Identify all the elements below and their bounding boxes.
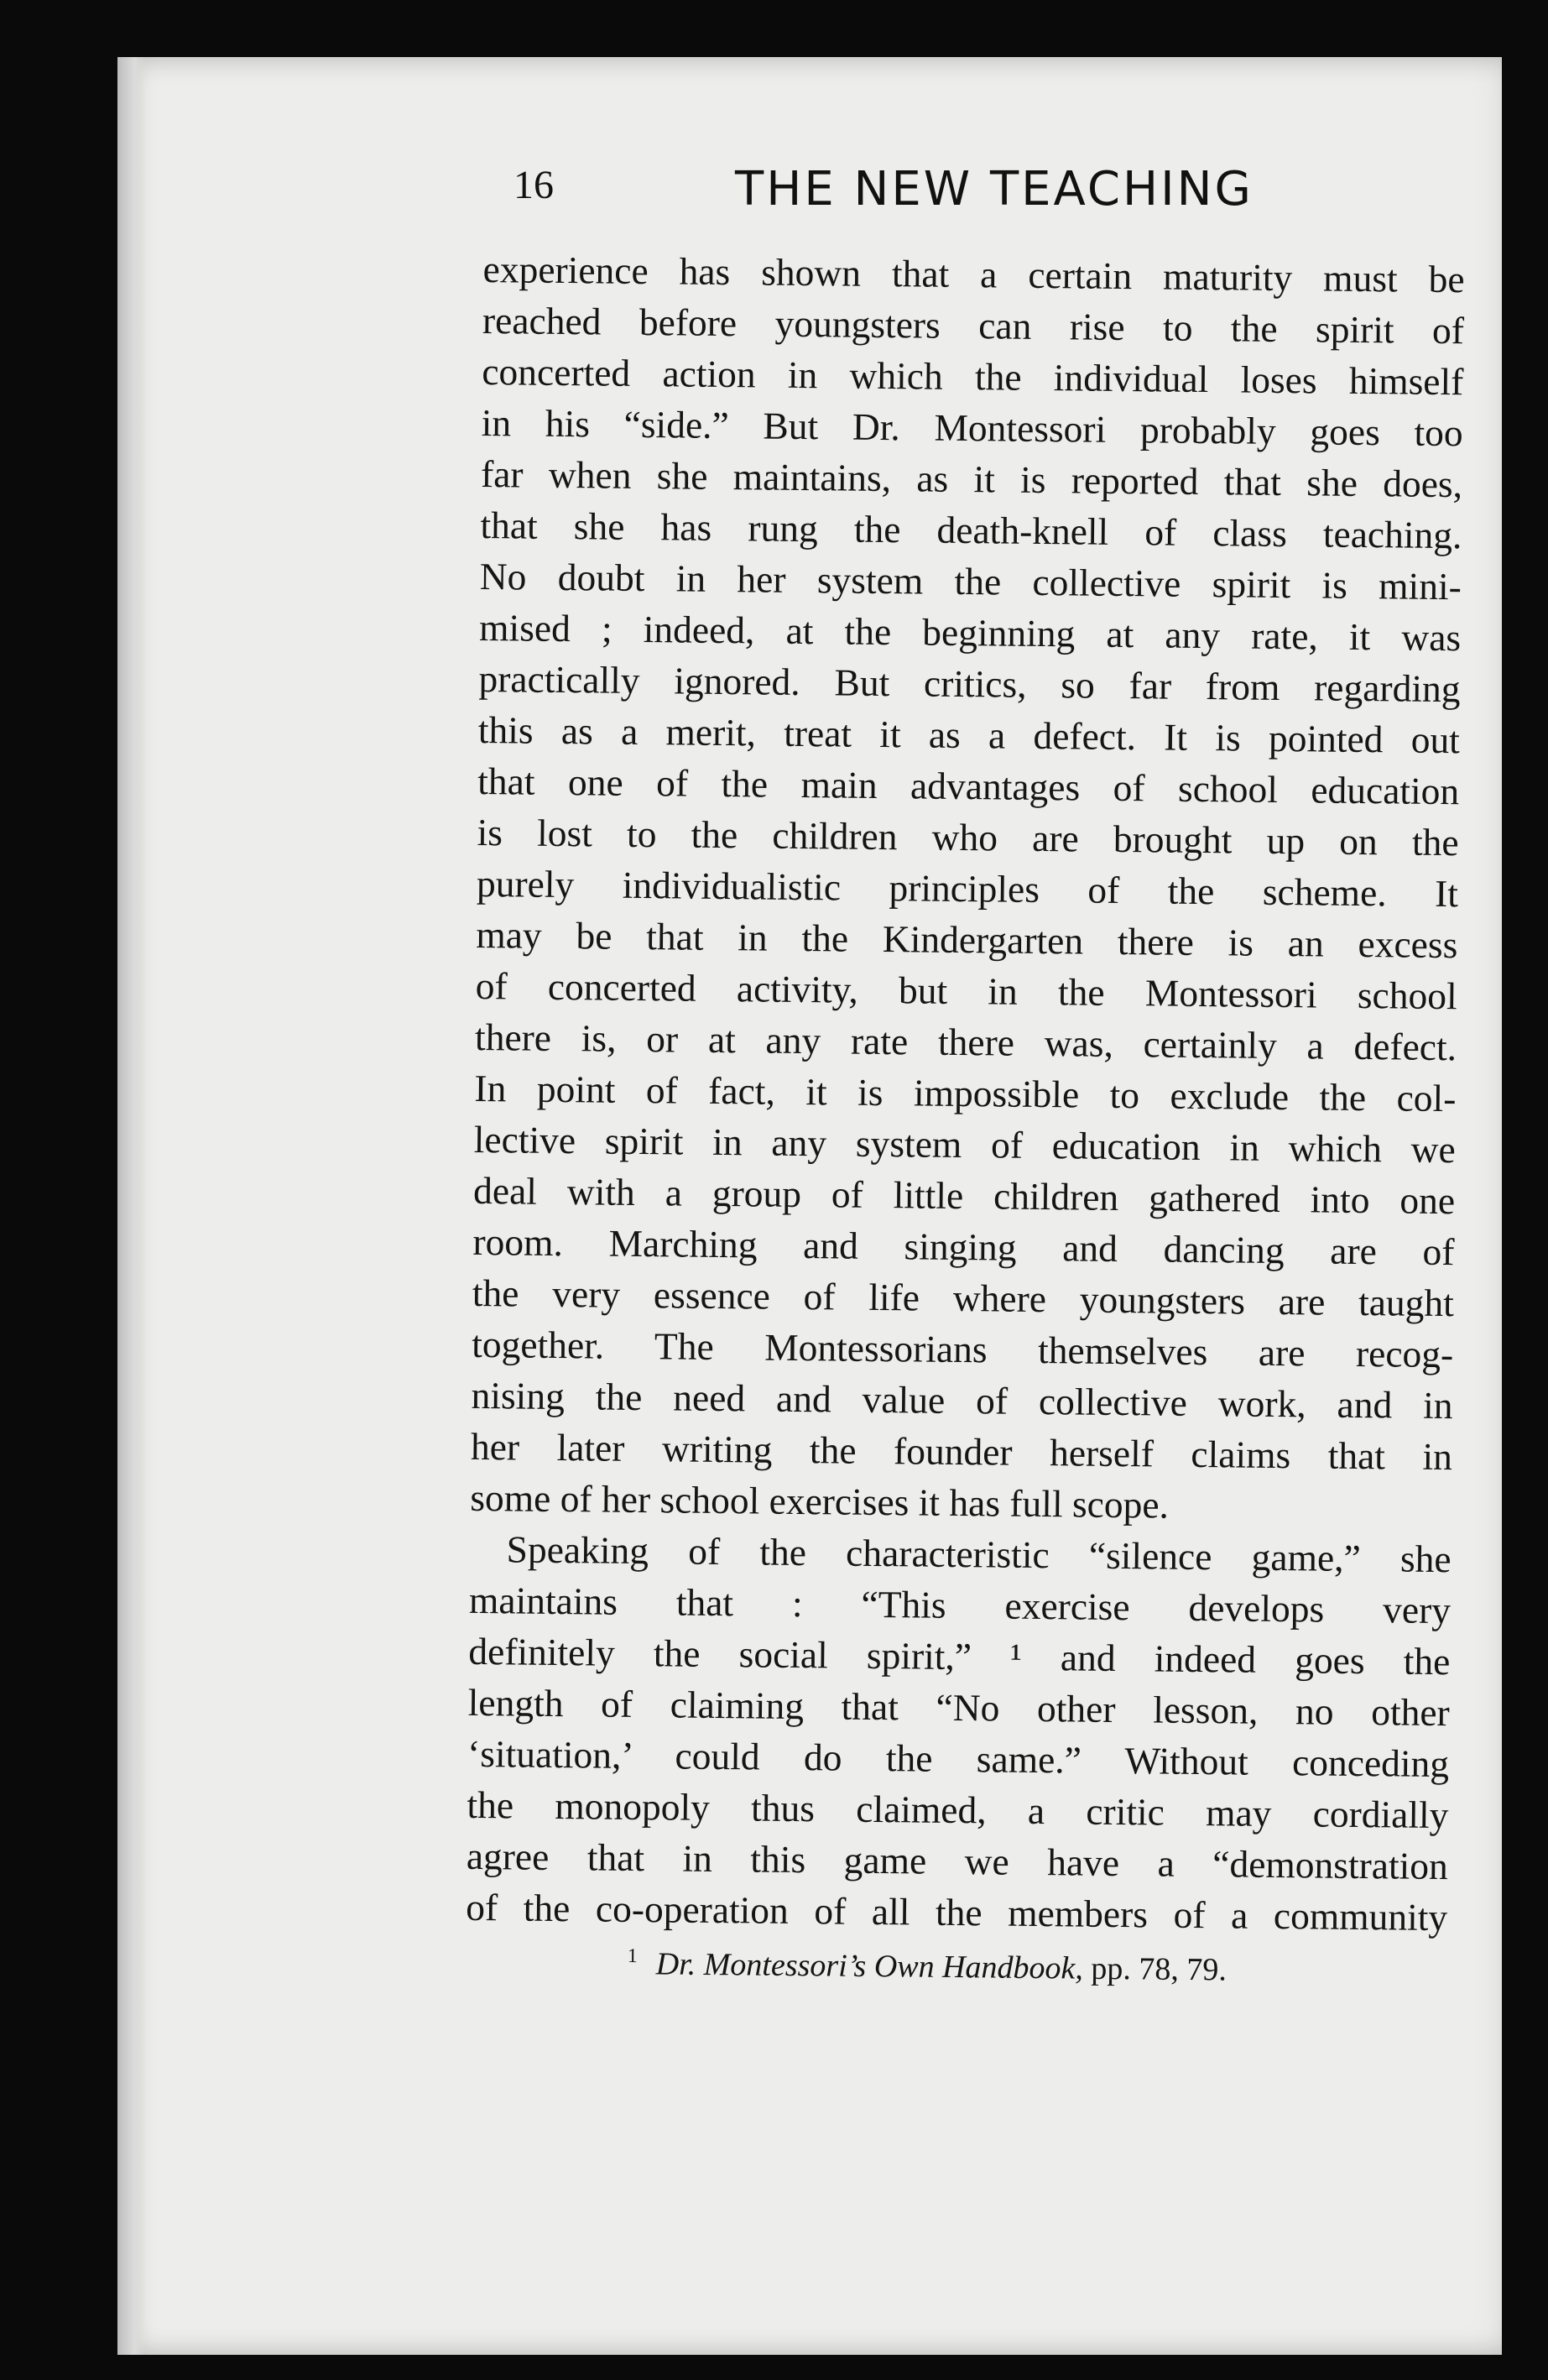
text-line: together. The Montessorians themselves are recog- (471, 1322, 1454, 1376)
text-line: may be that in the Kindergarten there is an excess (476, 912, 1458, 967)
text-line: room. Marching and singing and dancing are of (472, 1219, 1455, 1274)
text-line: experience has shown that a certain maturity must be (482, 247, 1465, 301)
text-line: maintains that : “This exercise develops very (468, 1578, 1452, 1632)
text-line: concerted action in which the individual loses himself (482, 349, 1464, 404)
text-line: length of claiming that “No other lesson, no other (467, 1680, 1450, 1735)
text-line: definitely the social spirit,” ¹ and indeed goes the (468, 1629, 1451, 1683)
text-line: is lost to the children who are brought up on the (477, 810, 1459, 864)
text-line: reached before youngsters can rise to the spirit of (482, 298, 1465, 352)
text-line: purely individualistic principles of the scheme. It (476, 861, 1459, 916)
text-line: practically ignored. But critics, so far from regarding (478, 656, 1461, 711)
footnote (628, 1945, 1227, 1988)
footnote-title: Dr. Montessori’s Own Handbook, (655, 1946, 1084, 1986)
text-line: there is, or at any rate there was, certainly a defect. (474, 1015, 1457, 1069)
text-line: the monopoly thus claimed, a critic may cordially (466, 1782, 1449, 1837)
page-binding-edge (117, 57, 146, 2355)
running-title: THE NEW TEACHING (735, 162, 1254, 217)
footnote-marker: 1 (627, 1945, 638, 1968)
text-line: far when she maintains, as it is reported that she does, (480, 451, 1463, 506)
text-line: No doubt in her system the collective spirit is mini- (479, 554, 1462, 608)
text-line: Speaking of the characteristic “silence game,” she (506, 1527, 1452, 1581)
page-number: 16 (513, 163, 554, 207)
text-line: that she has rung the death-knell of class teaching. (480, 503, 1462, 557)
text-line: mised ; indeed, at the beginning at any rate, it was (478, 605, 1462, 660)
text-line: that one of the main advantages of school education (477, 759, 1460, 813)
text-line: deal with a group of little children gathered into one (472, 1168, 1456, 1223)
page-header (0, 155, 1548, 222)
text-line: this as a merit, treat it as a defect. It is pointed out (477, 707, 1461, 762)
text-line: the very essence of life where youngsters are taught (472, 1271, 1455, 1325)
text-line: her later writing the founder herself claims that in (470, 1424, 1453, 1479)
text-line: In point of fact, it is impossible to exclude the col- (474, 1066, 1457, 1120)
text-line: nising the need and value of collective work, and in (471, 1373, 1453, 1427)
text-line: some of her school exercises it has full scope. (470, 1475, 1170, 1527)
body-text (466, 243, 1465, 1943)
text-line: lective spirit in any system of education in which we (473, 1117, 1457, 1172)
text-line: of concerted activity, but in the Montessori school (475, 963, 1457, 1018)
text-line: agree that in this game we have a “demonstration (466, 1834, 1449, 1888)
text-line: in his “side.” But Dr. Montessori probably goes too (481, 400, 1463, 455)
text-line: ‘situation,’ could do the same.” Without conceding (466, 1731, 1450, 1786)
footnote-pages: pp. 78, 79. (1091, 1950, 1227, 1988)
text-line: of the co-operation of all the members of a community (465, 1885, 1448, 1939)
